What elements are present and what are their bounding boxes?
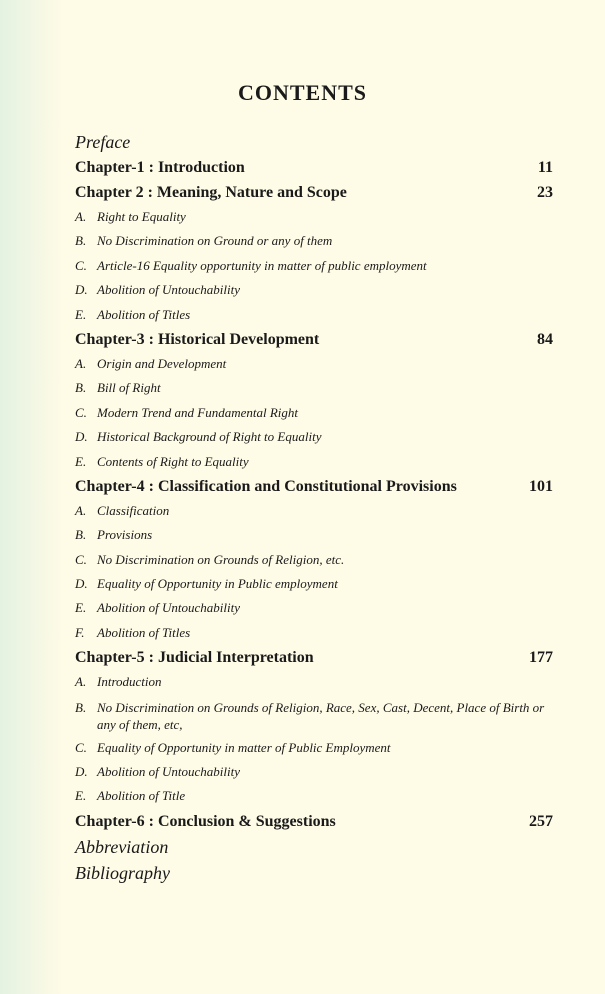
section-entry [75,499,553,523]
chapter-heading [75,474,553,499]
section-title: Contents of Right to Equality [97,453,249,469]
section-title: Abolition of Titles [97,624,191,640]
chapter-title: Chapter 2 : Meaning, Nature and Scope [75,184,347,201]
chapter-page-number: 101 [529,477,553,495]
section-title: Classification [97,502,170,518]
section-letter: A. [75,355,87,371]
section-letter: A. [75,674,87,690]
section-entry [75,352,553,376]
toc-entry-preface: Preface [75,132,131,152]
section-entry [75,670,553,694]
section-entry [75,450,553,474]
section-letter: C. [75,739,87,755]
chapter-page-number: 11 [537,159,553,176]
section-letter: D. [75,764,88,780]
section-letter: C. [75,551,87,567]
chapter-heading [75,180,553,205]
page-title: CONTENTS [237,80,368,105]
section-entry [75,523,553,547]
section-title: No Discrimination on Ground or any of them [97,233,333,249]
toc-entry-bibliography: Bibliography [75,862,170,883]
section-letter: A. [75,209,87,224]
section-letter: B. [75,233,87,249]
chapter-heading [75,327,553,352]
section-title: Equality of Opportunity in matter of Public Employment [97,739,391,755]
section-letter: E. [75,600,87,616]
section-letter: E. [75,306,87,322]
section-letter: B. [75,380,87,396]
section-title: Article-16 Equality opportunity in matter of public employment [97,257,427,273]
chapter-title: Chapter-4 : Classification and Constitutional Provisions [75,477,457,495]
section-entry [75,205,553,229]
section-entry [75,572,553,596]
section-title: Provisions [97,527,153,543]
chapter-heading [75,809,553,834]
section-entry [75,548,553,572]
section-letter: D. [75,282,88,298]
table-of-contents [75,129,553,886]
section-entry [75,596,553,620]
chapter-list [75,155,553,834]
section-title: Bill of Right [97,380,161,396]
chapter-title: Chapter-3 : Historical Development [75,330,320,348]
section-entry [75,621,553,645]
chapter-heading [75,155,553,180]
section-letter: E. [75,453,87,469]
section-entry [75,254,553,278]
chapter-title: Chapter-5 : Judicial Interpretation [75,649,314,667]
chapter-title: Chapter-1 : Introduction [75,159,245,176]
section-letter: C. [75,257,87,273]
section-title: Modern Trend and Fundamental Right [97,404,299,420]
chapter-heading [75,645,553,670]
chapter-page-number: 84 [537,330,553,348]
section-title: No Discrimination on Grounds of Religion, etc. [97,551,345,567]
chapter-page-number: 177 [529,649,553,667]
section-title: Abolition of Title [97,788,186,804]
section-entry [75,401,553,425]
section-title: No Discrimination on Grounds of Religion, Race, Sex, Cast, Decent, Place of Birth or any of them, etc, [97,699,545,732]
section-title: Right to Equality [97,209,186,224]
section-entry [75,695,553,736]
section-letter: E. [75,788,87,804]
chapter-page-number: 257 [529,812,553,830]
section-entry [75,425,553,449]
section-letter: B. [75,527,87,543]
section-letter: F. [75,624,85,640]
section-title: Abolition of Untouchability [97,764,240,780]
section-title: Abolition of Untouchability [97,600,240,616]
section-title: Abolition of Titles [97,306,191,322]
section-entry [75,303,553,327]
chapter-page-number: 23 [537,184,553,201]
section-entry [75,376,553,400]
section-entry [75,736,553,760]
section-title: Introduction [97,674,162,690]
section-entry [75,278,553,302]
section-entry [75,784,553,808]
section-letter: D. [75,576,88,592]
section-title: Origin and Development [97,355,227,371]
section-letter: A. [75,502,87,518]
section-letter: B. [75,699,87,715]
toc-entry-abbreviation: Abbreviation [75,836,169,857]
section-entry [75,760,553,784]
page-edge-shading [0,0,62,994]
section-title: Historical Background of Right to Equality [97,429,322,445]
chapter-title: Chapter-6 : Conclusion & Suggestions [75,812,336,830]
section-title: Equality of Opportunity in Public employment [97,576,338,592]
section-title: Abolition of Untouchability [97,282,240,298]
section-entry [75,229,553,253]
section-letter: D. [75,429,88,445]
section-letter: C. [75,404,87,420]
